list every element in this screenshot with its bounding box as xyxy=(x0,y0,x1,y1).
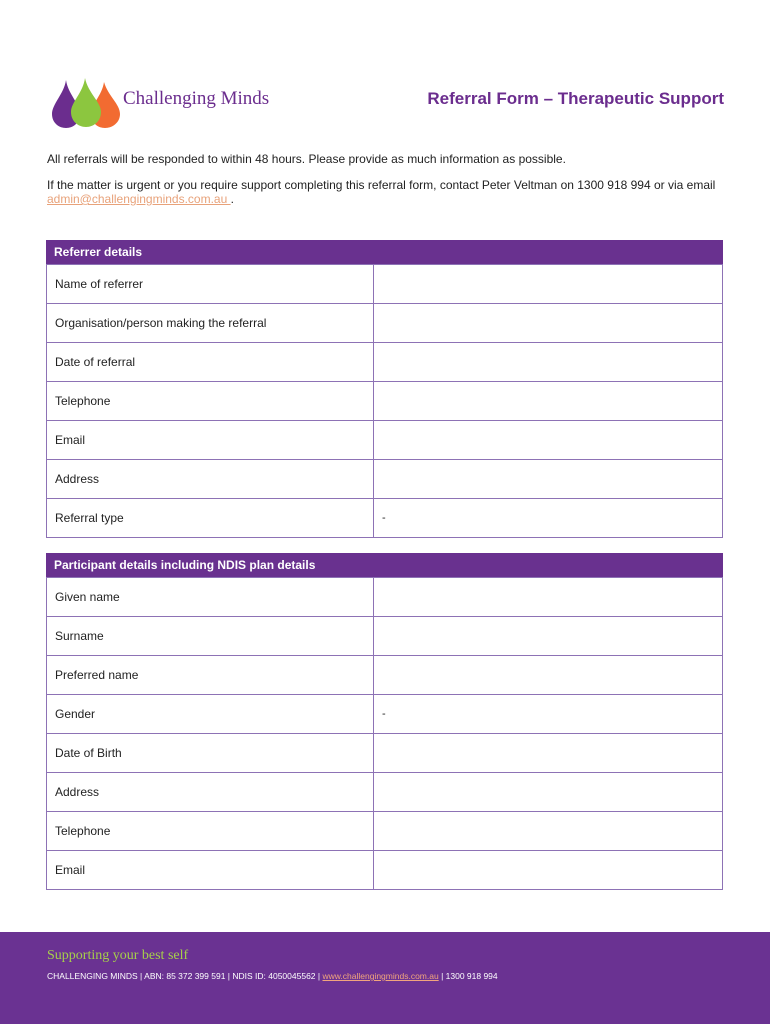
table-row xyxy=(47,421,723,460)
referrer-telephone-field[interactable] xyxy=(374,382,723,421)
participant-telephone-field[interactable] xyxy=(374,812,723,851)
footer-phone-text: | 1300 918 994 xyxy=(438,971,498,981)
referrer-table xyxy=(46,264,723,538)
participant-section xyxy=(46,553,723,890)
gender-dropdown[interactable]: - xyxy=(374,695,723,734)
footer-tagline: Supporting your best self xyxy=(47,948,189,963)
table-row xyxy=(47,695,723,734)
field-label: Referral type xyxy=(47,499,374,538)
footer-band xyxy=(0,932,770,1024)
brand-name: Challenging Minds xyxy=(123,88,270,109)
table-row xyxy=(47,460,723,499)
email-link[interactable]: admin@challengingminds.com.au xyxy=(47,192,231,206)
table-row xyxy=(47,812,723,851)
table-row xyxy=(47,382,723,421)
referrer-section xyxy=(46,240,723,538)
intro-urgent-note xyxy=(47,178,727,206)
participant-table xyxy=(46,577,723,890)
table-row xyxy=(47,343,723,382)
referrer-name-field[interactable] xyxy=(374,265,723,304)
referrer-email-field[interactable] xyxy=(374,421,723,460)
field-label: Name of referrer xyxy=(47,265,374,304)
table-row xyxy=(47,265,723,304)
table-row xyxy=(47,499,723,538)
participant-address-field[interactable] xyxy=(374,773,723,812)
referrer-address-field[interactable] xyxy=(374,460,723,499)
field-label: Date of referral xyxy=(47,343,374,382)
field-label: Organisation/person making the referral xyxy=(47,304,374,343)
referral-type-dropdown[interactable]: - xyxy=(374,499,723,538)
field-label: Surname xyxy=(47,617,374,656)
table-row xyxy=(47,304,723,343)
table-row xyxy=(47,578,723,617)
field-label: Preferred name xyxy=(47,656,374,695)
field-label: Address xyxy=(47,773,374,812)
field-label: Email xyxy=(47,421,374,460)
page-title: Referral Form – Therapeutic Support xyxy=(427,89,724,108)
table-row xyxy=(47,617,723,656)
intro-urgent-text: If the matter is urgent or you require support completing this referral form, contact Peter Veltman on 1300 918 994 or via email xyxy=(47,178,716,192)
surname-field[interactable] xyxy=(374,617,723,656)
field-label: Date of Birth xyxy=(47,734,374,773)
given-name-field[interactable] xyxy=(374,578,723,617)
field-label: Gender xyxy=(47,695,374,734)
table-row xyxy=(47,734,723,773)
date-of-birth-field[interactable] xyxy=(374,734,723,773)
field-label: Address xyxy=(47,460,374,499)
intro-urgent-suffix: . xyxy=(230,192,234,206)
referrer-section-heading: Referrer details xyxy=(46,240,723,264)
footer-contact-line xyxy=(47,971,498,981)
preferred-name-field[interactable] xyxy=(374,656,723,695)
field-label: Email xyxy=(47,851,374,890)
participant-section-heading: Participant details including NDIS plan details xyxy=(46,553,723,577)
field-label: Given name xyxy=(47,578,374,617)
website-link[interactable]: www.challengingminds.com.au xyxy=(322,971,439,981)
table-row xyxy=(47,773,723,812)
footer-info-text: CHALLENGING MINDS | ABN: 85 372 399 591 | NDIS ID: 4050045562 | xyxy=(47,971,323,981)
intro-response-note: All referrals will be responded to within 48 hours. Please provide as much information as possible. xyxy=(47,152,566,166)
participant-email-field[interactable] xyxy=(374,851,723,890)
referrer-organisation-field[interactable] xyxy=(374,304,723,343)
table-row xyxy=(47,656,723,695)
table-row xyxy=(47,851,723,890)
referral-date-field[interactable] xyxy=(374,343,723,382)
field-label: Telephone xyxy=(47,812,374,851)
field-label: Telephone xyxy=(47,382,374,421)
